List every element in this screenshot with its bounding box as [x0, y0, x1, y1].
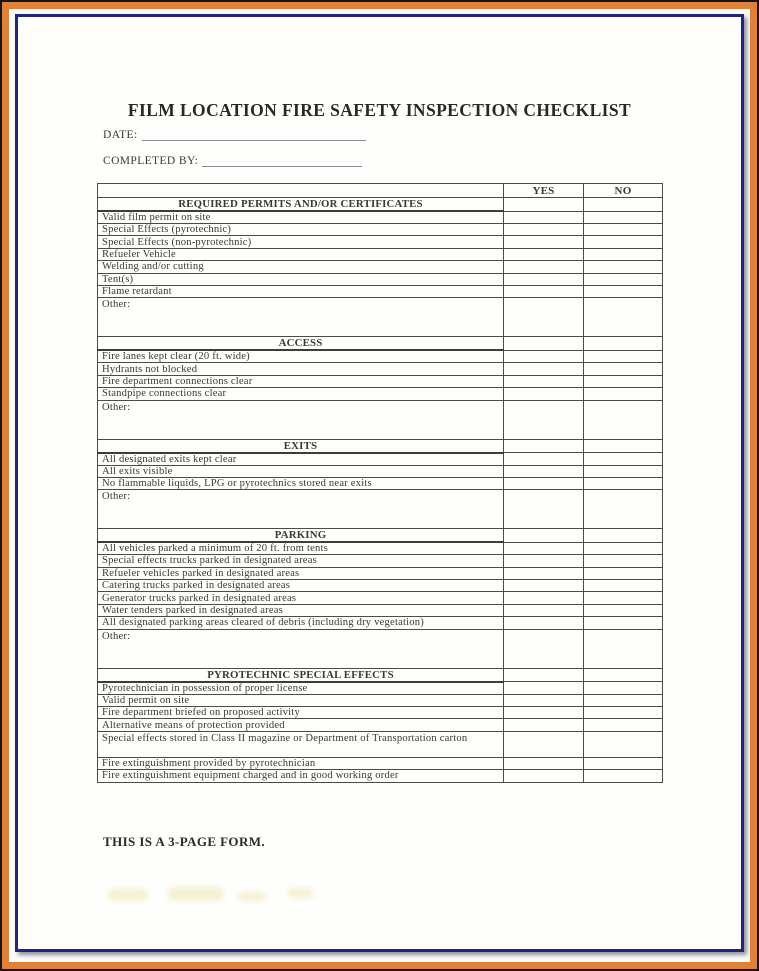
item-label: Refueler vehicles parked in designated areas [102, 567, 300, 579]
checklist-item-row [98, 375, 663, 387]
yes-cell [504, 668, 584, 682]
checklist-item-row [98, 682, 663, 695]
item-label: Alternative means of protection provided [102, 719, 285, 731]
item-label-cell [98, 770, 504, 782]
section-header-row [98, 337, 663, 351]
yes-cell [504, 629, 584, 668]
item-label: Special Effects (non-pyrotechnic) [102, 236, 252, 248]
no-cell [584, 567, 663, 579]
checklist-item-row [98, 248, 663, 260]
no-cell [584, 707, 663, 719]
no-cell [584, 555, 663, 567]
item-label-cell [98, 580, 504, 592]
no-cell [584, 363, 663, 375]
item-label: Generator trucks parked in designated areas [102, 592, 297, 604]
completed-by-label: COMPLETED BY: [103, 155, 199, 167]
section-header-label: PARKING [98, 529, 504, 543]
item-label-cell [98, 490, 504, 529]
checklist-table-body [98, 184, 663, 783]
yes-cell [504, 211, 584, 224]
yes-cell [504, 542, 584, 555]
yes-cell [504, 337, 584, 351]
item-label: Other: [102, 630, 131, 642]
item-label: Valid film permit on site [102, 212, 211, 223]
no-cell [584, 453, 663, 466]
yes-cell [504, 273, 584, 285]
yes-cell [504, 682, 584, 695]
yes-cell [504, 757, 584, 769]
no-cell [584, 757, 663, 769]
item-label: Welding and/or cutting [102, 261, 204, 273]
item-label-cell [98, 694, 504, 706]
checklist-item-row [98, 273, 663, 285]
item-label: All designated exits kept clear [102, 453, 237, 465]
yes-cell [504, 719, 584, 731]
item-label: Water tenders parked in designated areas [102, 605, 283, 617]
checklist-item-row [98, 400, 663, 439]
yes-cell [504, 298, 584, 337]
item-label-cell [98, 477, 504, 489]
checklist-table [97, 183, 663, 783]
no-cell [584, 629, 663, 668]
item-label: Fire extinguishment equipment charged and in good working order [102, 770, 399, 782]
yes-cell [504, 198, 584, 212]
item-label-cell [98, 211, 504, 224]
item-label-cell [98, 567, 504, 579]
checklist-item-row [98, 629, 663, 668]
item-label: All vehicles parked a minimum of 20 ft. from tents [102, 543, 328, 555]
yes-cell [504, 490, 584, 529]
checklist-item-row [98, 555, 663, 567]
item-label: Standpipe connections clear [102, 388, 227, 400]
item-label-cell [98, 224, 504, 236]
checklist-item-row [98, 617, 663, 629]
no-cell [584, 298, 663, 337]
section-header-label: ACCESS [98, 337, 504, 351]
item-label-cell [98, 731, 504, 757]
footer-note: THIS IS A 3-PAGE FORM. [103, 834, 266, 849]
checklist-item-row [98, 592, 663, 604]
no-cell [584, 388, 663, 400]
no-cell [584, 375, 663, 387]
checklist-item-row [98, 542, 663, 555]
yes-cell [504, 592, 584, 604]
item-label: All designated parking areas cleared of debris (including dry vegetation) [102, 617, 424, 629]
item-label-cell [98, 604, 504, 616]
item-label-cell [98, 453, 504, 466]
section-header-label: PYROTECHNIC SPECIAL EFFECTS [98, 668, 504, 682]
checklist-item-row [98, 490, 663, 529]
checklist-item-row [98, 731, 663, 757]
item-label: Other: [102, 491, 131, 503]
no-column-header: NO [584, 184, 663, 198]
item-label-cell [98, 363, 504, 375]
no-cell [584, 285, 663, 297]
section-header-label: REQUIRED PERMITS AND/OR CERTIFICATES [98, 198, 504, 212]
item-label-cell [98, 350, 504, 363]
yes-cell [504, 285, 584, 297]
yes-cell [504, 580, 584, 592]
checklist-item-row [98, 477, 663, 489]
no-cell [584, 542, 663, 555]
item-label: Pyrotechnician in possession of proper license [102, 682, 308, 694]
no-cell [584, 770, 663, 782]
no-cell [584, 592, 663, 604]
no-cell [584, 273, 663, 285]
page-margin [9, 9, 750, 962]
checklist-item-row [98, 236, 663, 248]
yes-cell [504, 261, 584, 273]
item-label: Fire extinguishment provided by pyrotechnician [102, 758, 316, 769]
checklist-item-row [98, 465, 663, 477]
item-label-cell [98, 261, 504, 273]
section-header-row [98, 439, 663, 453]
yes-cell [504, 453, 584, 466]
checklist-item-row [98, 719, 663, 731]
checklist-item-row [98, 770, 663, 782]
no-cell [584, 248, 663, 260]
item-label-cell [98, 248, 504, 260]
yes-cell [504, 707, 584, 719]
no-cell [584, 604, 663, 616]
item-label-cell [98, 236, 504, 248]
yes-cell [504, 363, 584, 375]
item-label: No flammable liquids, LPG or pyrotechnics stored near exits [102, 478, 372, 490]
item-label-cell [98, 285, 504, 297]
orange-border-frame [2, 2, 757, 969]
item-label: Flame retardant [102, 286, 172, 298]
item-label: Fire lanes kept clear (20 ft. wide) [102, 351, 250, 363]
no-cell [584, 337, 663, 351]
item-label-cell [98, 757, 504, 769]
item-label-cell [98, 592, 504, 604]
item-label: Special effects trucks parked in designated areas [102, 555, 317, 567]
completed-by-field [103, 155, 362, 167]
item-label: Fire department connections clear [102, 375, 253, 387]
section-header-row [98, 198, 663, 212]
no-cell [584, 224, 663, 236]
item-label-cell [98, 629, 504, 668]
checklist-item-row [98, 604, 663, 616]
checklist-item-row [98, 224, 663, 236]
item-label-cell [98, 388, 504, 400]
checklist-item-row [98, 285, 663, 297]
yes-cell [504, 224, 584, 236]
yes-column-header: YES [504, 184, 584, 198]
no-cell [584, 731, 663, 757]
no-cell [584, 198, 663, 212]
item-label: Special effects stored in Class II magazine or Department of Transportation carton [102, 732, 468, 744]
item-label: Tent(s) [102, 273, 134, 285]
no-cell [584, 350, 663, 363]
item-label-cell [98, 465, 504, 477]
yes-cell [504, 770, 584, 782]
checklist-item-row [98, 580, 663, 592]
yes-cell [504, 439, 584, 453]
item-label: Valid permit on site [102, 694, 190, 706]
no-cell [584, 261, 663, 273]
checklist-item-row [98, 757, 663, 769]
no-cell [584, 465, 663, 477]
item-label: All exits visible [102, 465, 173, 477]
checklist-item-row [98, 453, 663, 466]
yes-cell [504, 567, 584, 579]
item-label: Hydrants not blocked [102, 363, 198, 375]
checklist-item-row [98, 211, 663, 224]
checklist-item-row [98, 388, 663, 400]
yes-cell [504, 400, 584, 439]
no-cell [584, 439, 663, 453]
item-label-cell [98, 555, 504, 567]
checklist-item-row [98, 350, 663, 363]
item-column-header [98, 184, 504, 198]
item-label: Other: [102, 401, 131, 413]
checklist-item-row [98, 694, 663, 706]
item-label-cell [98, 375, 504, 387]
yes-cell [504, 248, 584, 260]
checklist-item-row [98, 298, 663, 337]
checklist-item-row [98, 261, 663, 273]
item-label-cell [98, 273, 504, 285]
item-label: Fire department briefed on proposed activity [102, 707, 300, 719]
no-cell [584, 617, 663, 629]
no-cell [584, 719, 663, 731]
yes-cell [504, 477, 584, 489]
item-label-cell [98, 617, 504, 629]
no-cell [584, 400, 663, 439]
no-cell [584, 211, 663, 224]
item-label-cell [98, 682, 504, 695]
checklist-item-row [98, 707, 663, 719]
yes-cell [504, 555, 584, 567]
item-label-cell [98, 400, 504, 439]
no-cell [584, 580, 663, 592]
item-label-cell [98, 719, 504, 731]
yes-cell [504, 350, 584, 363]
checklist-item-row [98, 567, 663, 579]
yes-cell [504, 236, 584, 248]
section-header-row [98, 668, 663, 682]
date-field [103, 129, 366, 141]
date-blank-line [142, 129, 366, 141]
no-cell [584, 236, 663, 248]
checklist-item-row [98, 363, 663, 375]
completed-by-blank-line [202, 155, 362, 167]
item-label: Other: [102, 299, 131, 311]
no-cell [584, 668, 663, 682]
yes-cell [504, 731, 584, 757]
item-label-cell [98, 298, 504, 337]
faint-watermark [73, 883, 323, 909]
date-label: DATE: [103, 129, 138, 141]
yes-cell [504, 617, 584, 629]
yes-cell [504, 388, 584, 400]
no-cell [584, 490, 663, 529]
no-cell [584, 477, 663, 489]
section-header-row [98, 529, 663, 543]
yes-cell [504, 465, 584, 477]
column-header-row [98, 184, 663, 198]
item-label: Refueler Vehicle [102, 248, 176, 260]
page-title: FILM LOCATION FIRE SAFETY INSPECTION CHECKLIST [127, 100, 632, 120]
document-page [15, 14, 744, 952]
yes-cell [504, 694, 584, 706]
no-cell [584, 694, 663, 706]
item-label: Special Effects (pyrotechnic) [102, 224, 232, 236]
yes-cell [504, 375, 584, 387]
no-cell [584, 682, 663, 695]
item-label-cell [98, 707, 504, 719]
item-label-cell [98, 542, 504, 555]
yes-cell [504, 529, 584, 543]
yes-cell [504, 604, 584, 616]
section-header-label: EXITS [98, 439, 504, 453]
no-cell [584, 529, 663, 543]
item-label: Catering trucks parked in designated areas [102, 580, 291, 592]
